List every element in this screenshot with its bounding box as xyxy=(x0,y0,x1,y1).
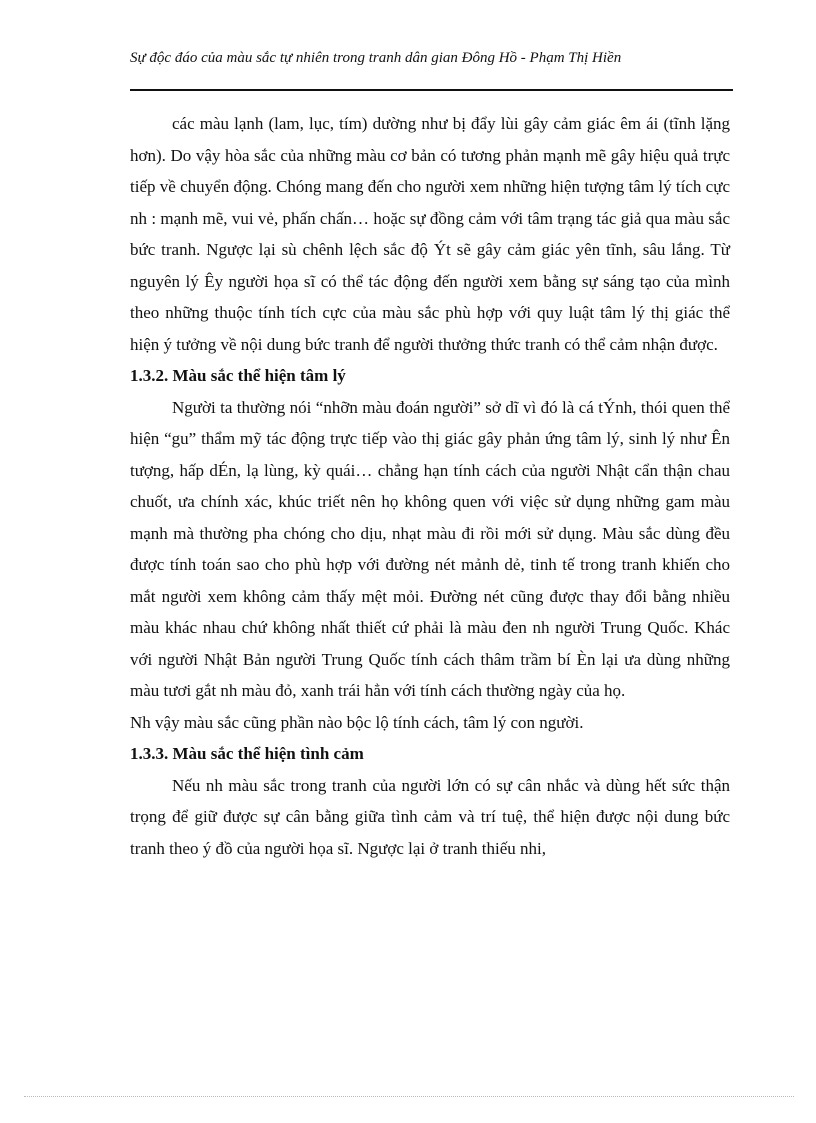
paragraph: Nếu nh màu sắc trong tranh của người lớn có sự cân nhắc và dùng hết sức thận trọng để giữ được sự cân bằng giữa tình cảm và trí tuệ, thể hiện được nội dung bức tranh theo ý đồ của người họa sĩ. Ngược lại ở tranh thiếu nhi, xyxy=(130,775,730,858)
paragraph: Người ta thường nói “nhỡn màu đoán người” sở dĩ vì đó là cá tÝnh, thói quen thể hiện “gu” thẩm mỹ tác động trực tiếp vào thị giác gây phản ứng tâm lý, sinh lý như Ên tượng, hấp dÉn, lạ lùng, kỳ quái… chẳng hạn tính cách của người Nhật cẩn thận chau chuốt, ưa chính xác, khúc triết nên họ không quen với việc sử dụng những gam màu mạnh mà thường pha chóng cho dịu, nhạt màu đi rồi mới sử dụng. Màu sắc dùng đều được tính toán sao cho phù hợp với đường nét mảnh dẻ, tinh tế trong tranh khiến cho mắt người xem không cảm thấy mệt mỏi. Đường nét cũng được thay đổi bằng nhiều màu khác nhau chứ không nhất thiết cứ phải là màu đen nh người Trung Quốc. Khác với người Nhật Bản người Trung Quốc tính cách thâm trầm bí Èn lại ưa dùng những màu tươi gắt nh màu đỏ, xanh trái hẳn với tính cách thường ngày của họ. xyxy=(130,397,730,700)
running-header: Sự độc đáo của màu sắc tự nhiên trong tranh dân gian Đông Hồ - Phạm Thị Hiền xyxy=(130,50,622,66)
paragraph: Nh vậy màu sắc cũng phần nào bộc lộ tính cách, tâm lý con người. xyxy=(130,712,584,732)
section-heading: 1.3.3. Màu sắc thể hiện tình cảm xyxy=(130,744,364,763)
header-rule xyxy=(130,89,733,91)
document-body xyxy=(130,108,730,864)
section-heading: 1.3.2. Màu sắc thể hiện tâm lý xyxy=(130,366,346,385)
page-bottom-border xyxy=(24,1096,794,1097)
paragraph: các màu lạnh (lam, lục, tím) dường như bị đẩy lùi gây cảm giác êm ái (tĩnh lặng hơn). Do vậy hòa sắc của những màu cơ bản có tương phản mạnh mẽ gây hiệu quả trực tiếp về chuyển động. Chóng mang đến cho người xem những hiện tượng tâm lý tích cực nh : mạnh mẽ, vui vẻ, phấn chấn… hoặc sự đồng cảm với tâm trạng tác giả qua màu sắc bức tranh. Ngược lại sù chênh lệch sắc độ Ýt sẽ gây cảm giác yên tĩnh, sâu lắng. Từ nguyên lý Êy người họa sĩ có thể tác động đến người xem bằng sự sáng tạo của mình theo những thuộc tính tích cực của màu sắc phù hợp với quy luật tâm lý thị giác thể hiện ý tưởng về nội dung bức tranh để người thưởng thức tranh có thể cảm nhận được. xyxy=(130,114,730,354)
